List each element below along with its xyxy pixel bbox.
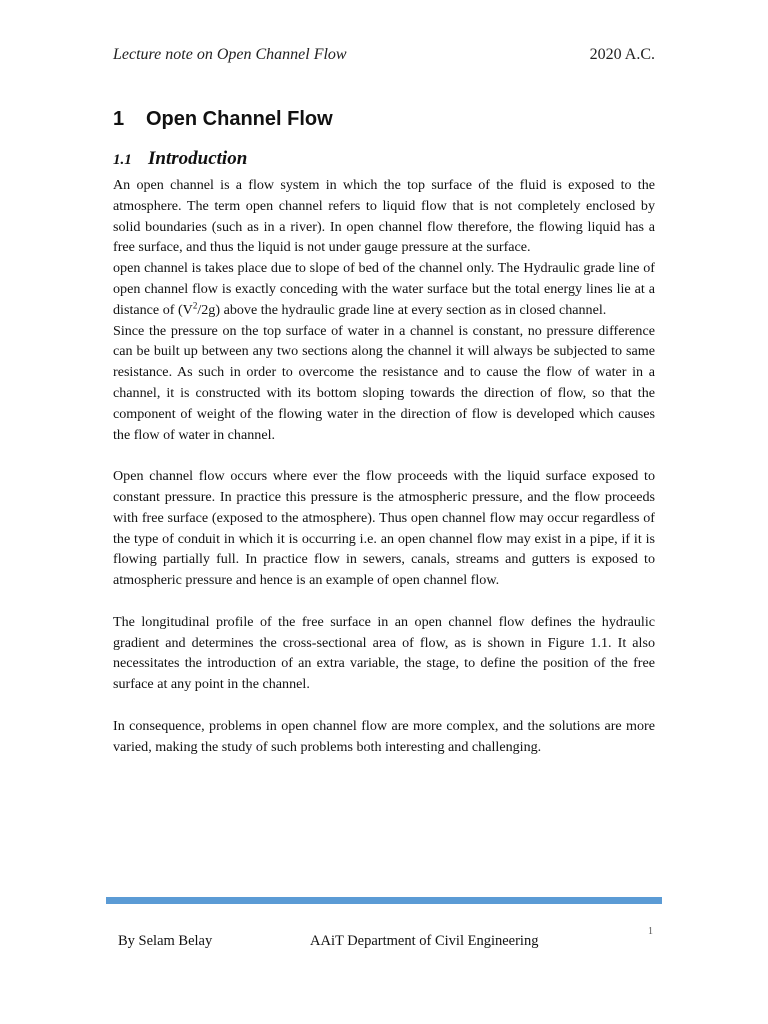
paragraph-2-part-1: open channel is takes place due to slope of bed of the channel only. The Hydraulic grade line of open channel flow is exactly conceding with the water surface but the total energy lines lie at a distance of (V [113,260,655,318]
paragraph-2 [113,258,655,320]
chapter-number: 1 [113,108,125,130]
page-number: 1 [648,926,653,937]
section-title: Introduction [148,148,248,169]
footer-department: AAiT Department of Civil Engineering [310,933,539,949]
paragraph-3: Since the pressure on the top surface of water in a channel is constant, no pressure difference can be built up between any two sections along the channel it will always be subjected to same resistance. As such in order to overcome the resistance and to cause the flow of water in a channel, it is constructed with its bottom sloping towards the direction of flow, so that the component of weight of the flowing water in the direction of flow is developed which causes the flow of water in channel. [113,322,655,443]
header-date: 2020 A.C. [589,46,655,63]
section-number: 1.1 [113,152,132,168]
paragraph-5: The longitudinal profile of the free surface in an open channel flow defines the hydraulic gradient and determines the cross-sectional area of flow, as is shown in Figure 1.1. It also necessitates the introduction of an extra variable, the stage, to define the position of the free surface at any point in the channel. [113,613,655,693]
chapter-heading [113,108,333,131]
footer-rule [106,897,662,904]
paragraph-4: Open channel flow occurs where ever the flow proceeds with the liquid surface exposed to constant pressure. In practice this pressure is the atmospheric pressure, and the flow proceeds with free surface (exposed to the atmosphere). Thus open channel flow may occur regardless of the type of conduit in which it is occurring i.e. an open channel flow may exist in a pipe, if it is flowing partially full. In practice flow in sewers, canals, streams and gutters is exposed to atmospheric pressure and hence is an example of open channel flow. [113,468,655,589]
paragraph-1: An open channel is a flow system in which the top surface of the fluid is exposed to the atmosphere. The term open channel refers to liquid flow that is not completely enclosed by solid boundaries (such as in a river). In open channel flow therefore, the flowing liquid has a free surface, and thus the liquid is not under gauge pressure at the surface. [113,177,655,256]
chapter-title: Open Channel Flow [146,108,333,130]
superscript-2: 2 [192,300,198,311]
paragraph-6: In consequence, problems in open channel flow are more complex, and the solutions are more varied, making the study of such problems both interesting and challenging. [113,717,655,755]
body-text [113,175,655,757]
running-header [113,46,655,64]
section-heading [113,148,247,170]
footer-author: By Selam Belay [118,933,213,949]
header-title: Lecture note on Open Channel Flow [113,46,347,63]
paragraph-2-part-2: /2g) above the hydraulic grade line at every section as in closed channel. [197,301,607,318]
